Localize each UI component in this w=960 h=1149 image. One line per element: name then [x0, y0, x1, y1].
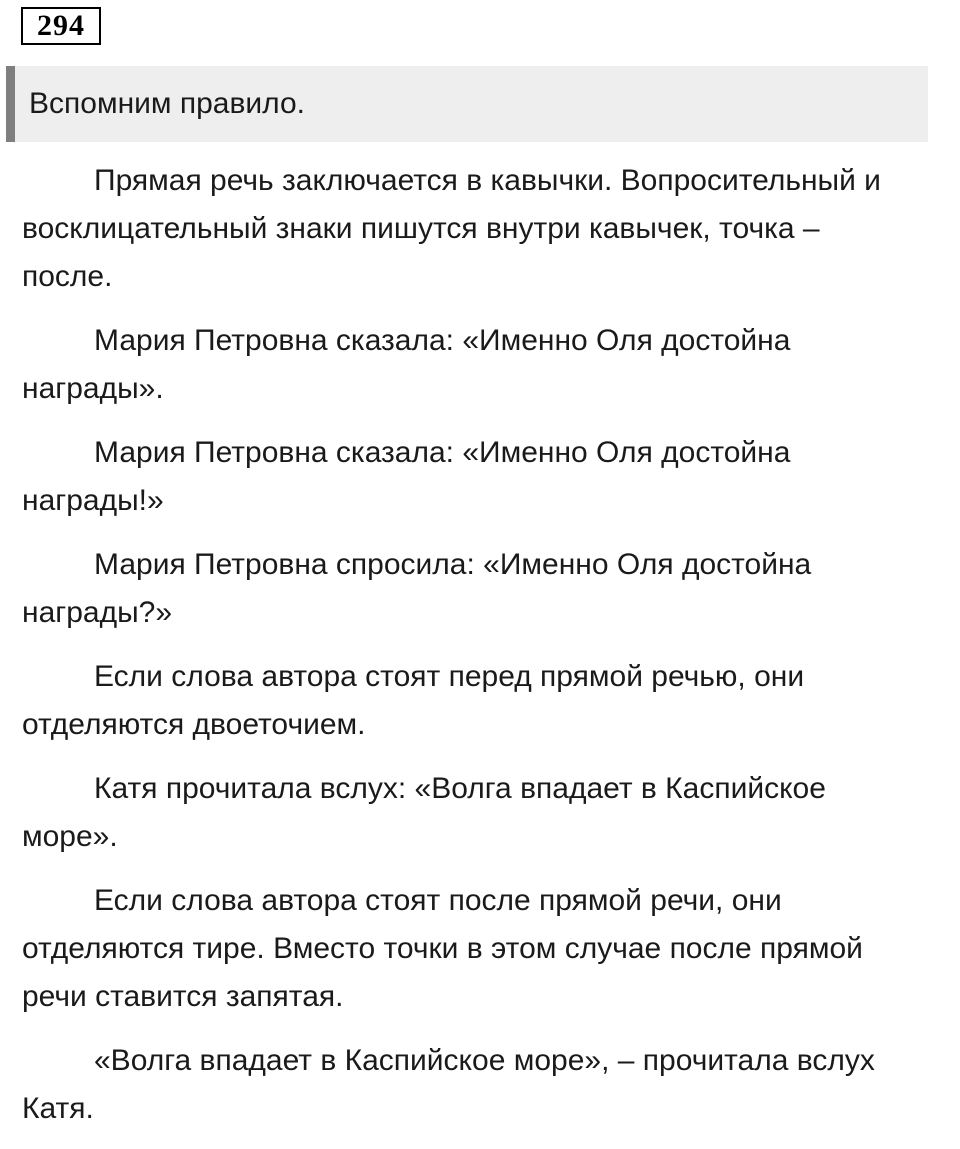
paragraph-example-period: Мария Петровна сказала: «Именно Оля достойна награды». — [22, 324, 791, 405]
rule-content — [22, 157, 952, 1149]
paragraph-example-exclamation: Мария Петровна сказала: «Именно Оля достойна награды!» — [22, 436, 791, 517]
paragraph-rule-colon: Если слова автора стоят перед прямой речью, они отделяются двоеточием. — [22, 660, 805, 741]
exercise-number-badge: 294 — [21, 7, 101, 45]
rule-banner — [6, 66, 928, 142]
paragraph-example-question: Мария Петровна спросила: «Именно Оля достойна награды?» — [22, 548, 812, 629]
paragraph-example-colon: Катя прочитала вслух: «Волга впадает в Каспийское море». — [22, 772, 826, 853]
paragraph-example-dash: «Волга впадает в Каспийское море», – прочитала вслух Катя. — [22, 1044, 875, 1125]
paragraph-rule-dash: Если слова автора стоят после прямой речи, они отделяются тире. Вместо точки в этом случае после прямой речи ставится запятая. — [22, 884, 863, 1013]
paragraph-rule-quotes: Прямая речь заключается в кавычки. Вопросительный и восклицательный знаки пишутся внутри кавычек, точка – после. — [22, 164, 881, 293]
rule-banner-text: Вспомним правило. — [29, 87, 306, 120]
